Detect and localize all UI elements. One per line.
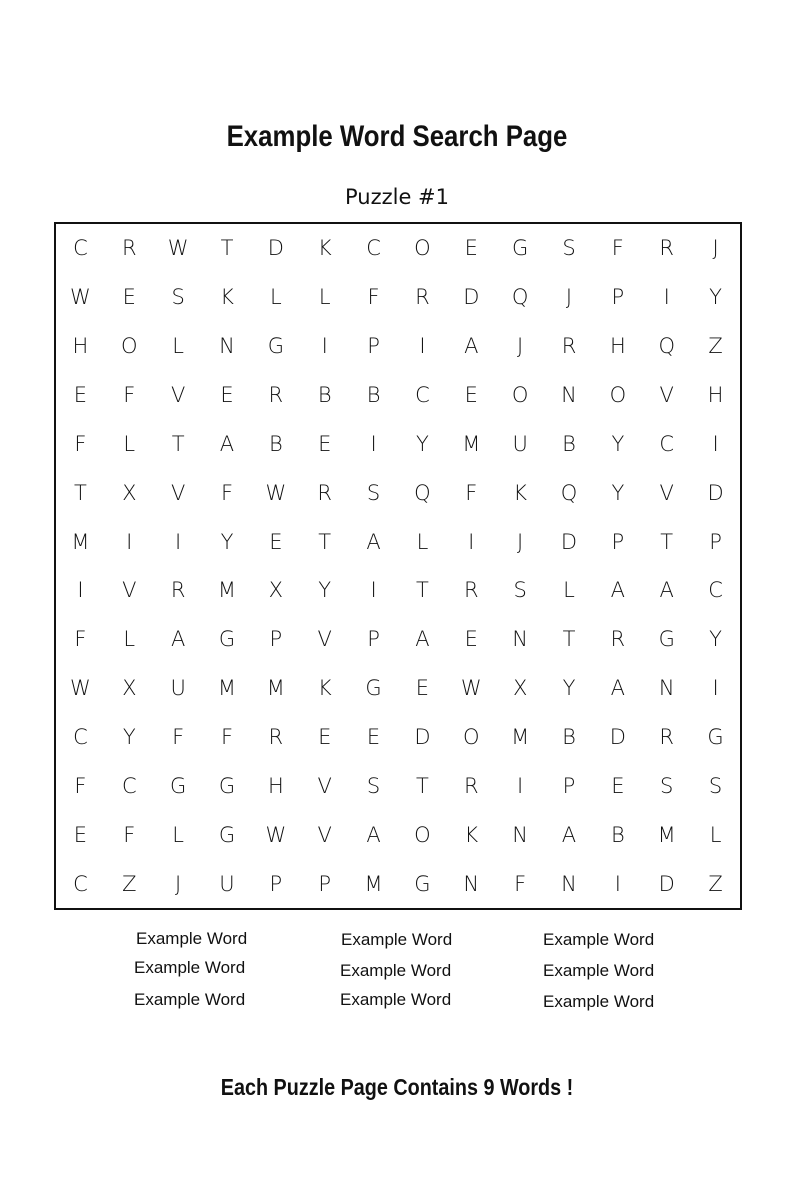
word-list-item: Example Word — [136, 929, 248, 948]
grid-cell: J — [517, 529, 524, 554]
grid-cell: M — [657, 822, 676, 847]
grid-cell: F — [465, 480, 478, 505]
grid-cell: K — [220, 285, 234, 310]
word-list-item: Example Word — [340, 990, 452, 1009]
grid-cell: A — [561, 822, 577, 847]
grid-cell: R — [659, 236, 674, 261]
grid-cell: J — [712, 236, 719, 261]
grid-cell: V — [659, 480, 674, 505]
grid-cell: U — [512, 431, 528, 456]
grid-cell: T — [660, 529, 674, 554]
grid-cell: B — [317, 382, 332, 407]
grid-cell: F — [74, 431, 87, 456]
grid-cell: I — [370, 431, 377, 456]
grid-cell: E — [318, 724, 332, 749]
grid-cell: I — [370, 578, 377, 603]
grid-cell: Y — [562, 676, 576, 701]
grid-cell: V — [317, 773, 332, 798]
grid-cell: I — [468, 529, 475, 554]
grid-cell: R — [463, 578, 479, 603]
grid-cell: F — [611, 236, 624, 261]
grid-cell: S — [171, 285, 185, 310]
grid-cell: R — [415, 285, 430, 310]
grid-cell: L — [172, 822, 184, 847]
grid-cell: M — [266, 676, 285, 701]
grid-cell: I — [614, 871, 621, 896]
grid-cell: W — [460, 676, 482, 701]
grid-cell: P — [367, 334, 380, 359]
grid-cell: K — [464, 822, 479, 847]
grid-cell: N — [219, 334, 235, 359]
grid-cell: N — [463, 871, 480, 896]
grid-cell: C — [415, 382, 430, 407]
grid-cell: F — [172, 724, 185, 749]
grid-cell: H — [707, 382, 724, 407]
grid-cell: I — [712, 431, 719, 456]
grid-cell: E — [464, 236, 478, 261]
word-list-item: Example Word — [134, 958, 246, 977]
grid-cell: H — [267, 773, 284, 798]
grid-cell: Y — [318, 578, 332, 603]
grid-cell: R — [317, 480, 332, 505]
grid-cell: S — [513, 578, 527, 603]
grid-cell: S — [366, 773, 381, 798]
grid-cell: W — [70, 285, 91, 310]
grid-cell: C — [708, 578, 723, 603]
grid-cell: A — [366, 529, 381, 554]
grid-cell: Y — [220, 529, 234, 554]
grid-cell: L — [563, 578, 575, 603]
grid-cell: O — [463, 724, 480, 749]
grid-cell: N — [561, 382, 577, 407]
grid-cell: E — [220, 382, 234, 407]
grid-cell: O — [511, 382, 529, 407]
grid-cell: A — [170, 627, 186, 652]
grid-cell: V — [659, 382, 674, 407]
grid-cell: F — [367, 285, 380, 310]
grid-cell: T — [416, 773, 429, 798]
grid-cell: T — [416, 578, 429, 603]
grid-cell: Y — [709, 627, 722, 652]
grid-cell: D — [658, 871, 675, 896]
page-title: Example Word Search Page — [226, 120, 568, 153]
grid-cell: N — [512, 627, 528, 652]
grid-cell: D — [463, 285, 480, 310]
grid-cell: J — [565, 285, 573, 310]
grid-cell: M — [217, 676, 237, 701]
grid-cell: Y — [611, 431, 625, 456]
grid-cell: Y — [709, 285, 722, 310]
grid-cell: B — [562, 431, 576, 456]
grid-cell: H — [72, 334, 89, 359]
grid-cell: R — [463, 773, 479, 798]
grid-cell: P — [269, 627, 283, 652]
grid-cell: S — [660, 773, 674, 798]
grid-cell: C — [366, 236, 381, 261]
grid-cell: K — [317, 676, 332, 701]
grid-cell: R — [268, 724, 284, 749]
grid-cell: K — [513, 480, 528, 505]
grid-cell: E — [122, 285, 136, 310]
grid-cell: F — [123, 382, 136, 407]
grid-cell: H — [609, 334, 626, 359]
grid-cell: X — [268, 578, 284, 603]
grid-cell: P — [318, 871, 332, 896]
grid-cell: X — [512, 676, 528, 701]
grid-cell: Z — [708, 334, 723, 359]
grid-cell: M — [511, 724, 530, 749]
grid-cell: A — [366, 822, 381, 847]
grid-cell: T — [171, 431, 185, 456]
grid-cell: N — [512, 822, 528, 847]
grid-cell: P — [367, 627, 380, 652]
grid-cell: L — [123, 627, 136, 652]
grid-cell: O — [414, 236, 431, 261]
word-list — [0, 926, 794, 1026]
grid-cell: G — [511, 236, 529, 261]
grid-cell: E — [269, 529, 283, 554]
grid-cell: M — [364, 871, 383, 896]
grid-cell: G — [218, 773, 236, 798]
grid-cell: A — [464, 334, 479, 359]
grid-cell: S — [366, 480, 381, 505]
grid-cell: Q — [511, 285, 529, 310]
grid-cell: E — [366, 724, 381, 749]
grid-cell: K — [317, 236, 332, 261]
word-list-item: Example Word — [543, 992, 655, 1011]
grid-cell: E — [318, 431, 332, 456]
grid-cell: B — [562, 724, 576, 749]
grid-cell: A — [610, 578, 626, 603]
grid-cell: G — [169, 773, 187, 798]
grid-cell: F — [74, 627, 87, 652]
grid-cell: G — [218, 822, 236, 847]
grid-cell: L — [172, 334, 184, 359]
grid-cell: L — [416, 529, 429, 554]
grid-cell: J — [175, 871, 182, 896]
grid-cell: F — [123, 822, 136, 847]
grid-cell: B — [366, 382, 381, 407]
grid-cell: E — [611, 773, 625, 798]
grid-cell: O — [121, 334, 138, 359]
grid-cell: W — [265, 822, 287, 847]
grid-cell: B — [610, 822, 625, 847]
grid-cell: M — [217, 578, 237, 603]
grid-cell: D — [560, 529, 578, 554]
grid-cell: I — [77, 578, 84, 603]
grid-cell: L — [318, 285, 331, 310]
grid-cell: L — [123, 431, 136, 456]
grid-cell: J — [517, 334, 524, 359]
grid-cell: Q — [414, 480, 431, 505]
grid-cell: G — [414, 871, 431, 896]
grid-cell: W — [167, 236, 189, 261]
grid-cell: E — [464, 627, 478, 652]
grid-cell: W — [265, 480, 287, 505]
word-list-item: Example Word — [543, 961, 655, 980]
grid-cell: P — [269, 871, 283, 896]
grid-cell: G — [365, 676, 382, 701]
grid-cell: R — [610, 627, 626, 652]
grid-cell: G — [267, 334, 284, 359]
grid-cell: A — [415, 627, 430, 652]
grid-cell: S — [708, 773, 723, 798]
word-list-item: Example Word — [341, 930, 453, 949]
grid-cell: Y — [611, 480, 625, 505]
grid-cell: I — [712, 676, 719, 701]
grid-cell: D — [707, 480, 724, 505]
grid-cell: D — [414, 724, 431, 749]
grid-cell: C — [121, 773, 137, 798]
grid-cell: I — [321, 334, 328, 359]
grid-cell: C — [73, 236, 88, 261]
grid-cell: D — [267, 236, 284, 261]
grid-cell: P — [709, 529, 722, 554]
grid-cell: M — [71, 529, 90, 554]
grid-cell: X — [122, 676, 137, 701]
grid-cell: G — [707, 724, 724, 749]
grid-cell: Y — [416, 431, 429, 456]
grid-cell: C — [73, 871, 88, 896]
grid-cell: I — [517, 773, 524, 798]
grid-cell: L — [709, 822, 722, 847]
grid-cell: A — [610, 676, 626, 701]
grid-cell: E — [73, 822, 88, 847]
grid-cell: Q — [560, 480, 578, 505]
grid-cell: F — [514, 871, 527, 896]
word-list-item: Example Word — [543, 930, 655, 949]
footer-note: Each Puzzle Page Contains 9 Words ! — [220, 1074, 574, 1100]
grid-cell: F — [220, 724, 234, 749]
grid-cell: W — [70, 676, 91, 701]
grid-cell: V — [317, 822, 332, 847]
grid-cell: D — [609, 724, 626, 749]
grid-cell: P — [611, 529, 625, 554]
grid-cell: I — [175, 529, 182, 554]
puzzle-number: Puzzle #1 — [344, 185, 450, 209]
grid-cell: R — [659, 724, 674, 749]
grid-cell: R — [268, 382, 284, 407]
grid-cell: E — [464, 382, 478, 407]
grid-cell: Q — [658, 334, 675, 359]
grid-cell: V — [170, 480, 186, 505]
grid-cell: E — [415, 676, 430, 701]
grid-cell: Z — [708, 871, 723, 896]
grid-cell: V — [317, 627, 332, 652]
grid-cell: A — [219, 431, 235, 456]
grid-cell: T — [74, 480, 87, 505]
grid-cell: U — [170, 676, 186, 701]
grid-cell: R — [121, 236, 137, 261]
grid-cell: O — [414, 822, 431, 847]
grid-cell: C — [659, 431, 675, 456]
word-search-grid — [54, 222, 742, 910]
grid-cell: C — [73, 724, 88, 749]
grid-cell: R — [561, 334, 577, 359]
grid-cell: N — [561, 871, 577, 896]
grid-cell: G — [218, 627, 236, 652]
grid-cell: P — [611, 285, 625, 310]
grid-cell: Y — [122, 724, 136, 749]
grid-cell: I — [663, 285, 670, 310]
word-list-item: Example Word — [340, 961, 452, 980]
grid-cell: T — [318, 529, 332, 554]
grid-cell: P — [562, 773, 576, 798]
grid-cell: Z — [122, 871, 137, 896]
grid-cell: I — [126, 529, 133, 554]
grid-cell: V — [122, 578, 137, 603]
grid-cell: N — [658, 676, 675, 701]
grid-cell: O — [609, 382, 627, 407]
grid-cell: V — [170, 382, 186, 407]
word-list-item: Example Word — [134, 990, 246, 1009]
grid-cell: L — [270, 285, 282, 310]
grid-cell: M — [462, 431, 481, 456]
grid-cell: S — [562, 236, 576, 261]
grid-cell: E — [73, 382, 88, 407]
grid-cell: X — [122, 480, 137, 505]
grid-cell: I — [419, 334, 426, 359]
grid-cell: T — [220, 236, 234, 261]
grid-cell: T — [562, 627, 576, 652]
grid-cell: G — [658, 627, 675, 652]
grid-cell: U — [219, 871, 235, 896]
grid-cell: A — [659, 578, 674, 603]
grid-cell: F — [220, 480, 234, 505]
grid-cell: R — [170, 578, 186, 603]
grid-cell: B — [268, 431, 283, 456]
grid-cell: F — [74, 773, 87, 798]
